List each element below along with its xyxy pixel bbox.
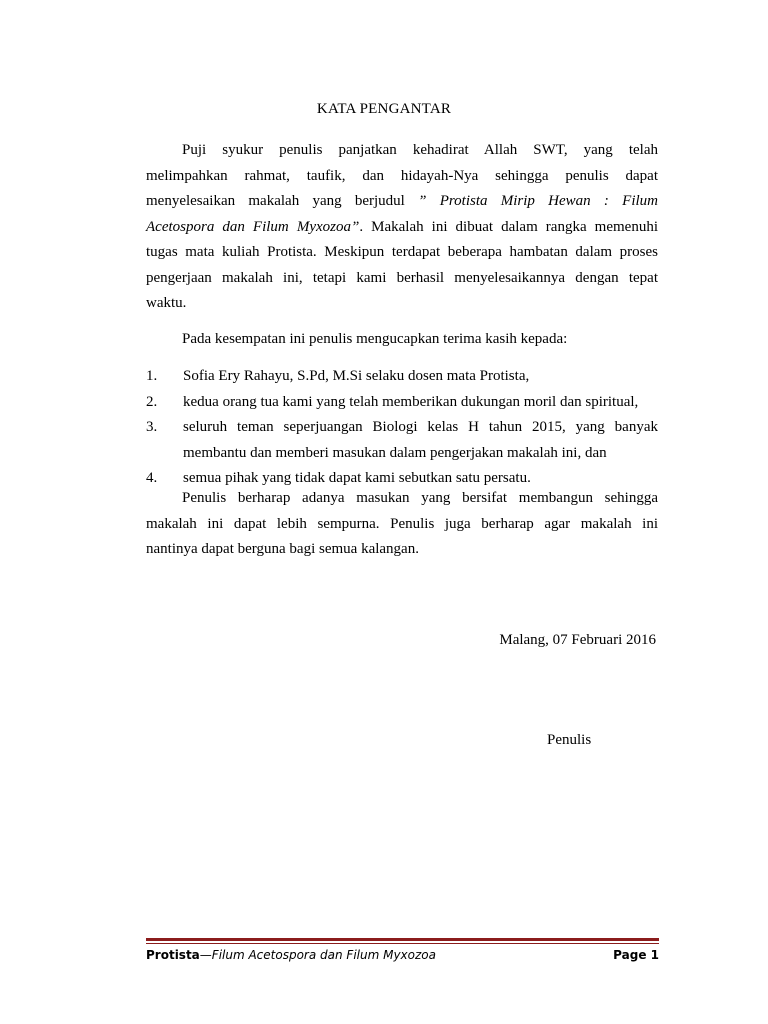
list-number: 4. [146,470,158,486]
text-run: . Makalah ini dibuat dalam rangka memenuhi [359,218,658,235]
footer-dash: — [199,948,212,962]
place-date: Malang, 07 Februari 2016 [499,632,656,648]
footer-subtitle: Filum Acetospora dan Filum Myxozoa [211,948,436,962]
signature-label: Penulis [547,732,592,748]
list-item [146,415,658,466]
paragraph-line: Puji syukur penulis panjatkan kehadirat Allah SWT, yang telah [182,142,658,158]
page-title: KATA PENGANTAR [316,101,452,117]
thanks-intro-paragraph [146,327,658,353]
italic-title-run: ” Protista Mirip Hewan : Filum [418,193,658,209]
paragraph-line: makalah ini dapat lebih sempurna. Penulis juga berharap agar makalah ini [146,515,658,532]
list-text: semua pihak yang tidak dapat kami sebutkan satu persatu. [183,470,531,486]
thanks-list [146,364,658,492]
paragraph-line: Pada kesempatan ini penulis mengucapkan terima kasih kepada: [182,331,568,347]
footer-rule [146,943,659,944]
paragraph-line: Penulis berharap adanya masukan yang bersifat membangun sehingga [182,490,658,506]
paragraph-line: pengerjaan makalah ini, tetapi kami berhasil menyelesaikannya dengan tepat [146,269,658,286]
list-number: 3. [146,419,158,435]
footer-rule [146,938,659,941]
list-item [146,364,658,390]
italic-title-run: Acetospora dan Filum Myxozoa” [146,218,360,235]
list-number: 1. [146,368,158,384]
footer-brand: Protista [146,948,200,962]
list-number: 2. [146,393,158,410]
paragraph-line: nantinya dapat berguna bagi semua kalangan. [146,541,419,557]
list-item [146,390,658,416]
page-footer [146,948,659,962]
opening-paragraph [146,138,658,317]
page-number: Page 1 [613,948,659,962]
list-text: seluruh teman seperjuangan Biologi kelas H tahun 2015, yang banyak [183,419,658,435]
paragraph-line: tugas mata kuliah Protista. Meskipun terdapat beberapa hambatan dalam proses [146,244,658,260]
paragraph-line [146,215,658,241]
paragraph-line [146,189,658,215]
paragraph-line: waktu. [146,295,187,311]
paragraph-line: melimpahkan rahmat, taufik, dan hidayah-Nya sehingga penulis dapat [146,167,658,184]
list-text: Sofia Ery Rahayu, S.Pd, M.Si selaku dosen mata Protista, [183,368,530,384]
text-run: menyelesaikan makalah yang berjudul [146,193,405,209]
list-text: kedua orang tua kami yang telah memberikan dukungan moril dan spiritual, [183,393,639,410]
list-text: membantu dan memberi masukan dalam pengerjakan makalah ini, dan [183,444,607,461]
closing-paragraph [146,486,658,563]
